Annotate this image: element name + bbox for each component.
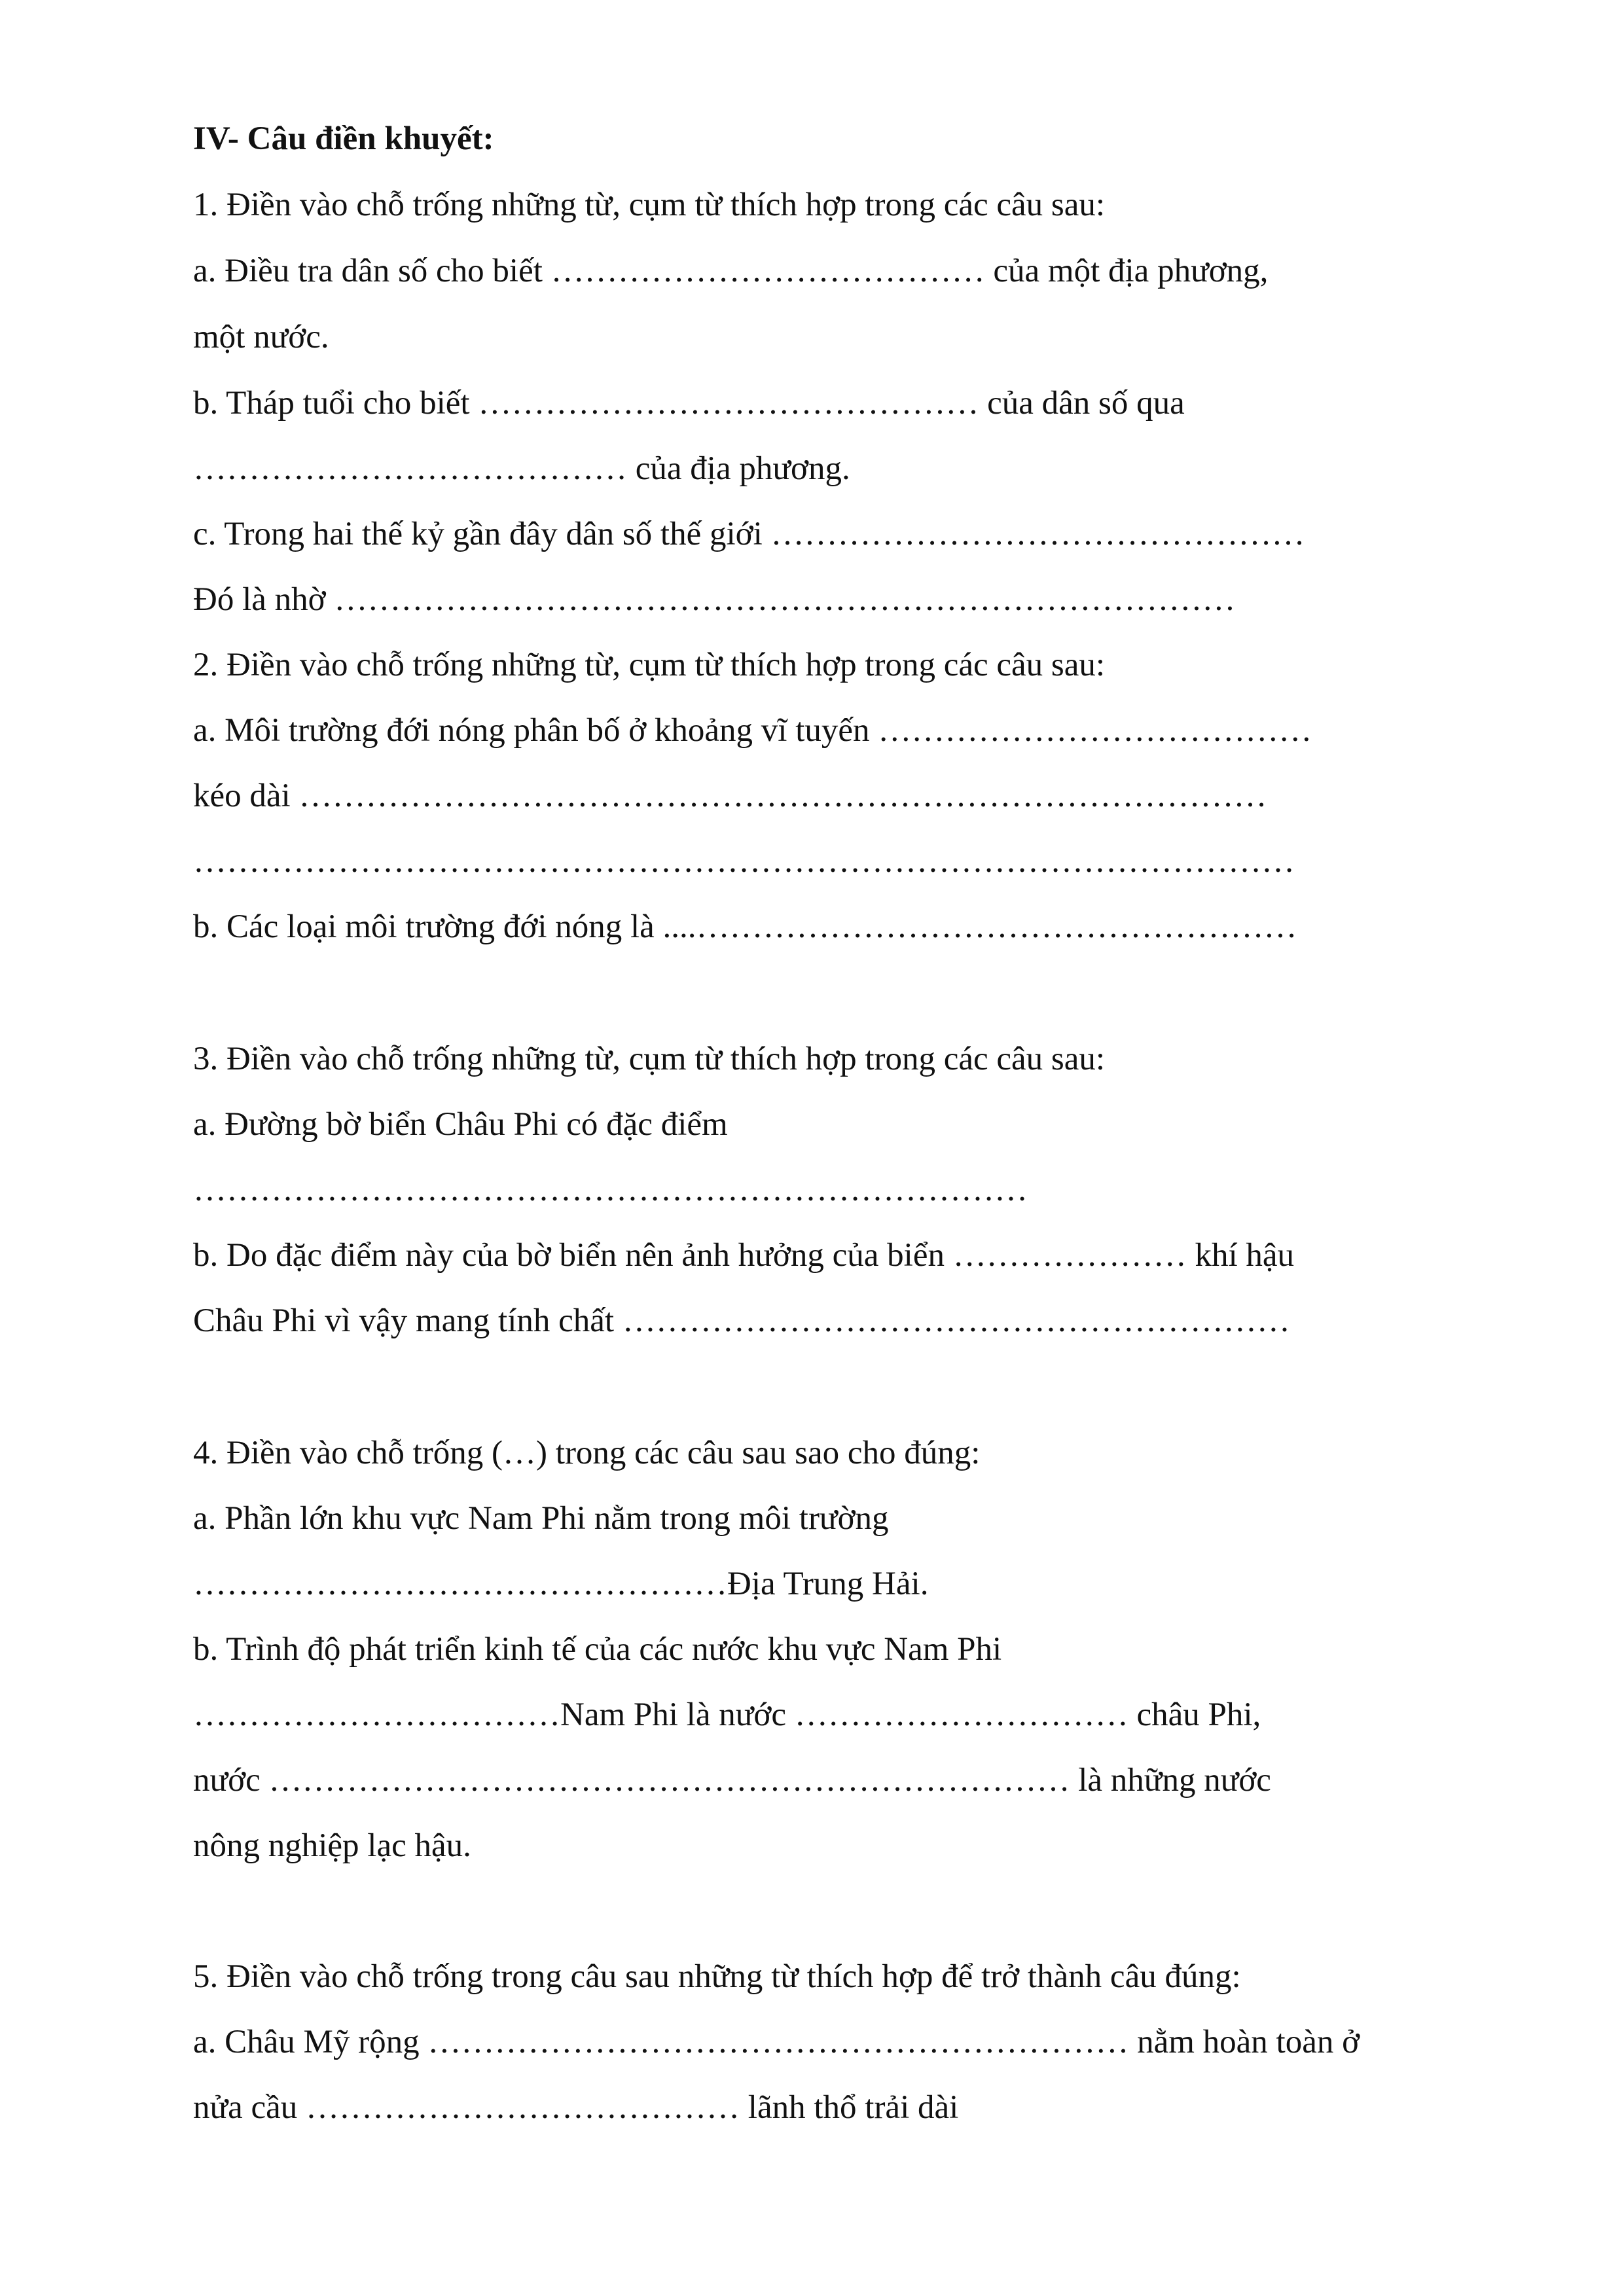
question-1-instruction: 1. Điền vào chỗ trống những từ, cụm từ thích hợp trong các câu sau: — [193, 187, 1106, 223]
question-4b-line-4: nông nghiệp lạc hậu. — [193, 1827, 471, 1864]
question-1b-line-2: ………………………………… của địa phương. — [193, 450, 850, 487]
question-3b-line-1: b. Do đặc điểm này của bờ biển nên ảnh hưởng của biển ………………… khí hậu — [193, 1237, 1295, 1274]
question-2b-line-1: b. Các loại môi trường đới nóng là ....……………………………………………… — [193, 908, 1297, 945]
question-2a-line-3: ……………………………………………………………………………………… — [193, 843, 1295, 880]
question-4b-line-3: nước ……………………………………………………………… là những nước — [193, 1762, 1271, 1799]
question-3-instruction: 3. Điền vào chỗ trống những từ, cụm từ thích hợp trong các câu sau: — [193, 1041, 1106, 1077]
question-4b-line-2: ……………………………Nam Phi là nước ………………………… châu Phi, — [193, 1696, 1261, 1733]
question-5-instruction: 5. Điền vào chỗ trống trong câu sau những từ thích hợp để trở thành câu đúng: — [193, 1958, 1241, 1995]
question-5a-line-2: nửa cầu ………………………………… lãnh thổ trải dài — [193, 2089, 959, 2126]
question-3a-line-1: a. Đường bờ biển Châu Phi có đặc điểm — [193, 1106, 728, 1143]
question-2a-line-1: a. Môi trường đới nóng phân bố ở khoảng vĩ tuyến ………………………………… — [193, 712, 1312, 749]
question-3a-line-2: ………………………………………………………………… — [193, 1172, 1028, 1208]
section-heading: IV- Câu điền khuyết: — [193, 120, 494, 157]
question-1c-line-1: c. Trong hai thế kỷ gần đây dân số thế giới ………………………………………… — [193, 516, 1305, 552]
question-4a-line-2: …………………………………………Địa Trung Hải. — [193, 1566, 929, 1602]
question-3b-line-2: Châu Phi vì vậy mang tính chất …………………………………………………… — [193, 1302, 1290, 1339]
question-1a-line-1: a. Điều tra dân số cho biết ………………………………… của một địa phương, — [193, 253, 1269, 289]
question-1b-line-1: b. Tháp tuổi cho biết ……………………………………… của dân số qua — [193, 385, 1185, 422]
question-4a-line-1: a. Phần lớn khu vực Nam Phi nằm trong môi trường — [193, 1500, 889, 1537]
question-1c-line-2: Đó là nhờ ……………………………………………………………………… — [193, 581, 1236, 618]
question-2a-line-2: kéo dài …………………………………………………………………………… — [193, 778, 1267, 814]
question-4-instruction: 4. Điền vào chỗ trống (…) trong các câu sau sao cho đúng: — [193, 1435, 981, 1471]
question-2-instruction: 2. Điền vào chỗ trống những từ, cụm từ thích hợp trong các câu sau: — [193, 647, 1106, 683]
question-5a-line-1: a. Châu Mỹ rộng ……………………………………………………… nằm hoàn toàn ở — [193, 2024, 1360, 2060]
question-1a-line-2: một nước. — [193, 319, 329, 355]
question-4b-line-1: b. Trình độ phát triển kinh tế của các nước khu vực Nam Phi — [193, 1631, 1002, 1668]
